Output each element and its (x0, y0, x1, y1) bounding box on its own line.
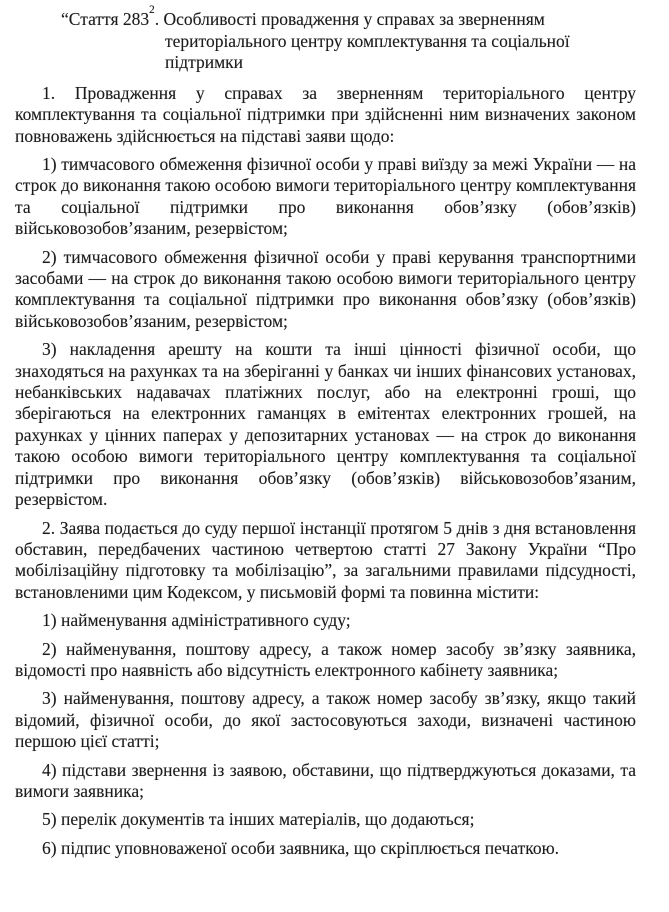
article-heading (61, 4, 636, 74)
part-2-item-1: 1) найменування адміністративного суду; (42, 610, 351, 631)
part-1-item-2: 2) тимчасового обмеження фізичної особи у праві керування транспортними засобами — на строк до виконання такою особою вимоги територіального центру комплектування та соціальної підтримки про виконання обов’язку (обов’язків) військовозобов’язаним, резервістом; (15, 246, 636, 331)
article-heading-prefix: “Стаття 283 (61, 9, 150, 29)
part-1-item-3: 3) накладення арешту на кошти та інші цінності фізичної особи, що знаходяться на рахунках та на зберіганні у банках чи інших фінансових установах, небанківських надавачах платіжних послуг, або на електронні гроші, що зберігаються на електронних гаманцях в емітентах електронних грошей, на рахунках у цінних паперах у депозитарних установах — на строк до виконання такою особою вимоги територіального центру комплектування та соціальної підтримки про виконання обов’язку (обов’язків) військовозобов’язаним, резервістом. (15, 339, 636, 510)
part-1-intro: 1. Провадження у справах за зверненням територіального центру комплектування та соціальної підтримки при здійсненні ним визначених законом повноважень здійснюється на підставі заяви щодо: (15, 82, 636, 146)
article-heading-title: . Особливості провадження у справах за зверненням територіального центру комплектування та соціальної підтримки (154, 9, 570, 73)
part-2-item-3: 3) найменування, поштову адресу, а також номер засобу зв’язку, якщо такий відомий, фізичної особи, до якої застосовуються заходи, визначені частиною першою цієї статті; (15, 688, 636, 752)
part-2-item-5: 5) перелік документів та інших матеріалів, що додаються; (42, 809, 475, 830)
part-2-item-6: 6) підпис уповноваженої особи заявника, що скріплюється печаткою. (42, 837, 560, 858)
part-2-intro: 2. Заява подається до суду першої інстанції протягом 5 днів з дня встановлення обставин, передбачених частиною четвертою статті 27 Закону України “Про мобілізаційну підготовку та мобілізацію”, за загальними правилами підсудності, встановленими цим Кодексом, у письмовій формі та повинна містити: (15, 517, 636, 602)
article-number-superscript: 2 (149, 4, 155, 17)
part-2-item-2: 2) найменування, поштову адресу, а також номер засобу зв’язку заявника, відомості про наявність або відсутність електронного кабінету заявника; (15, 638, 636, 680)
part-2-item-4: 4) підстави звернення із заявою, обставини, що підтверджуються доказами, та вимоги заявника; (15, 759, 636, 801)
part-1-item-1: 1) тимчасового обмеження фізичної особи у праві виїзду за межі України — на строк до виконання такою особою вимоги територіального центру комплектування та соціальної підтримки про виконання обов’язку (обов’язків) військовозобов’язаним, резервістом; (15, 154, 636, 239)
